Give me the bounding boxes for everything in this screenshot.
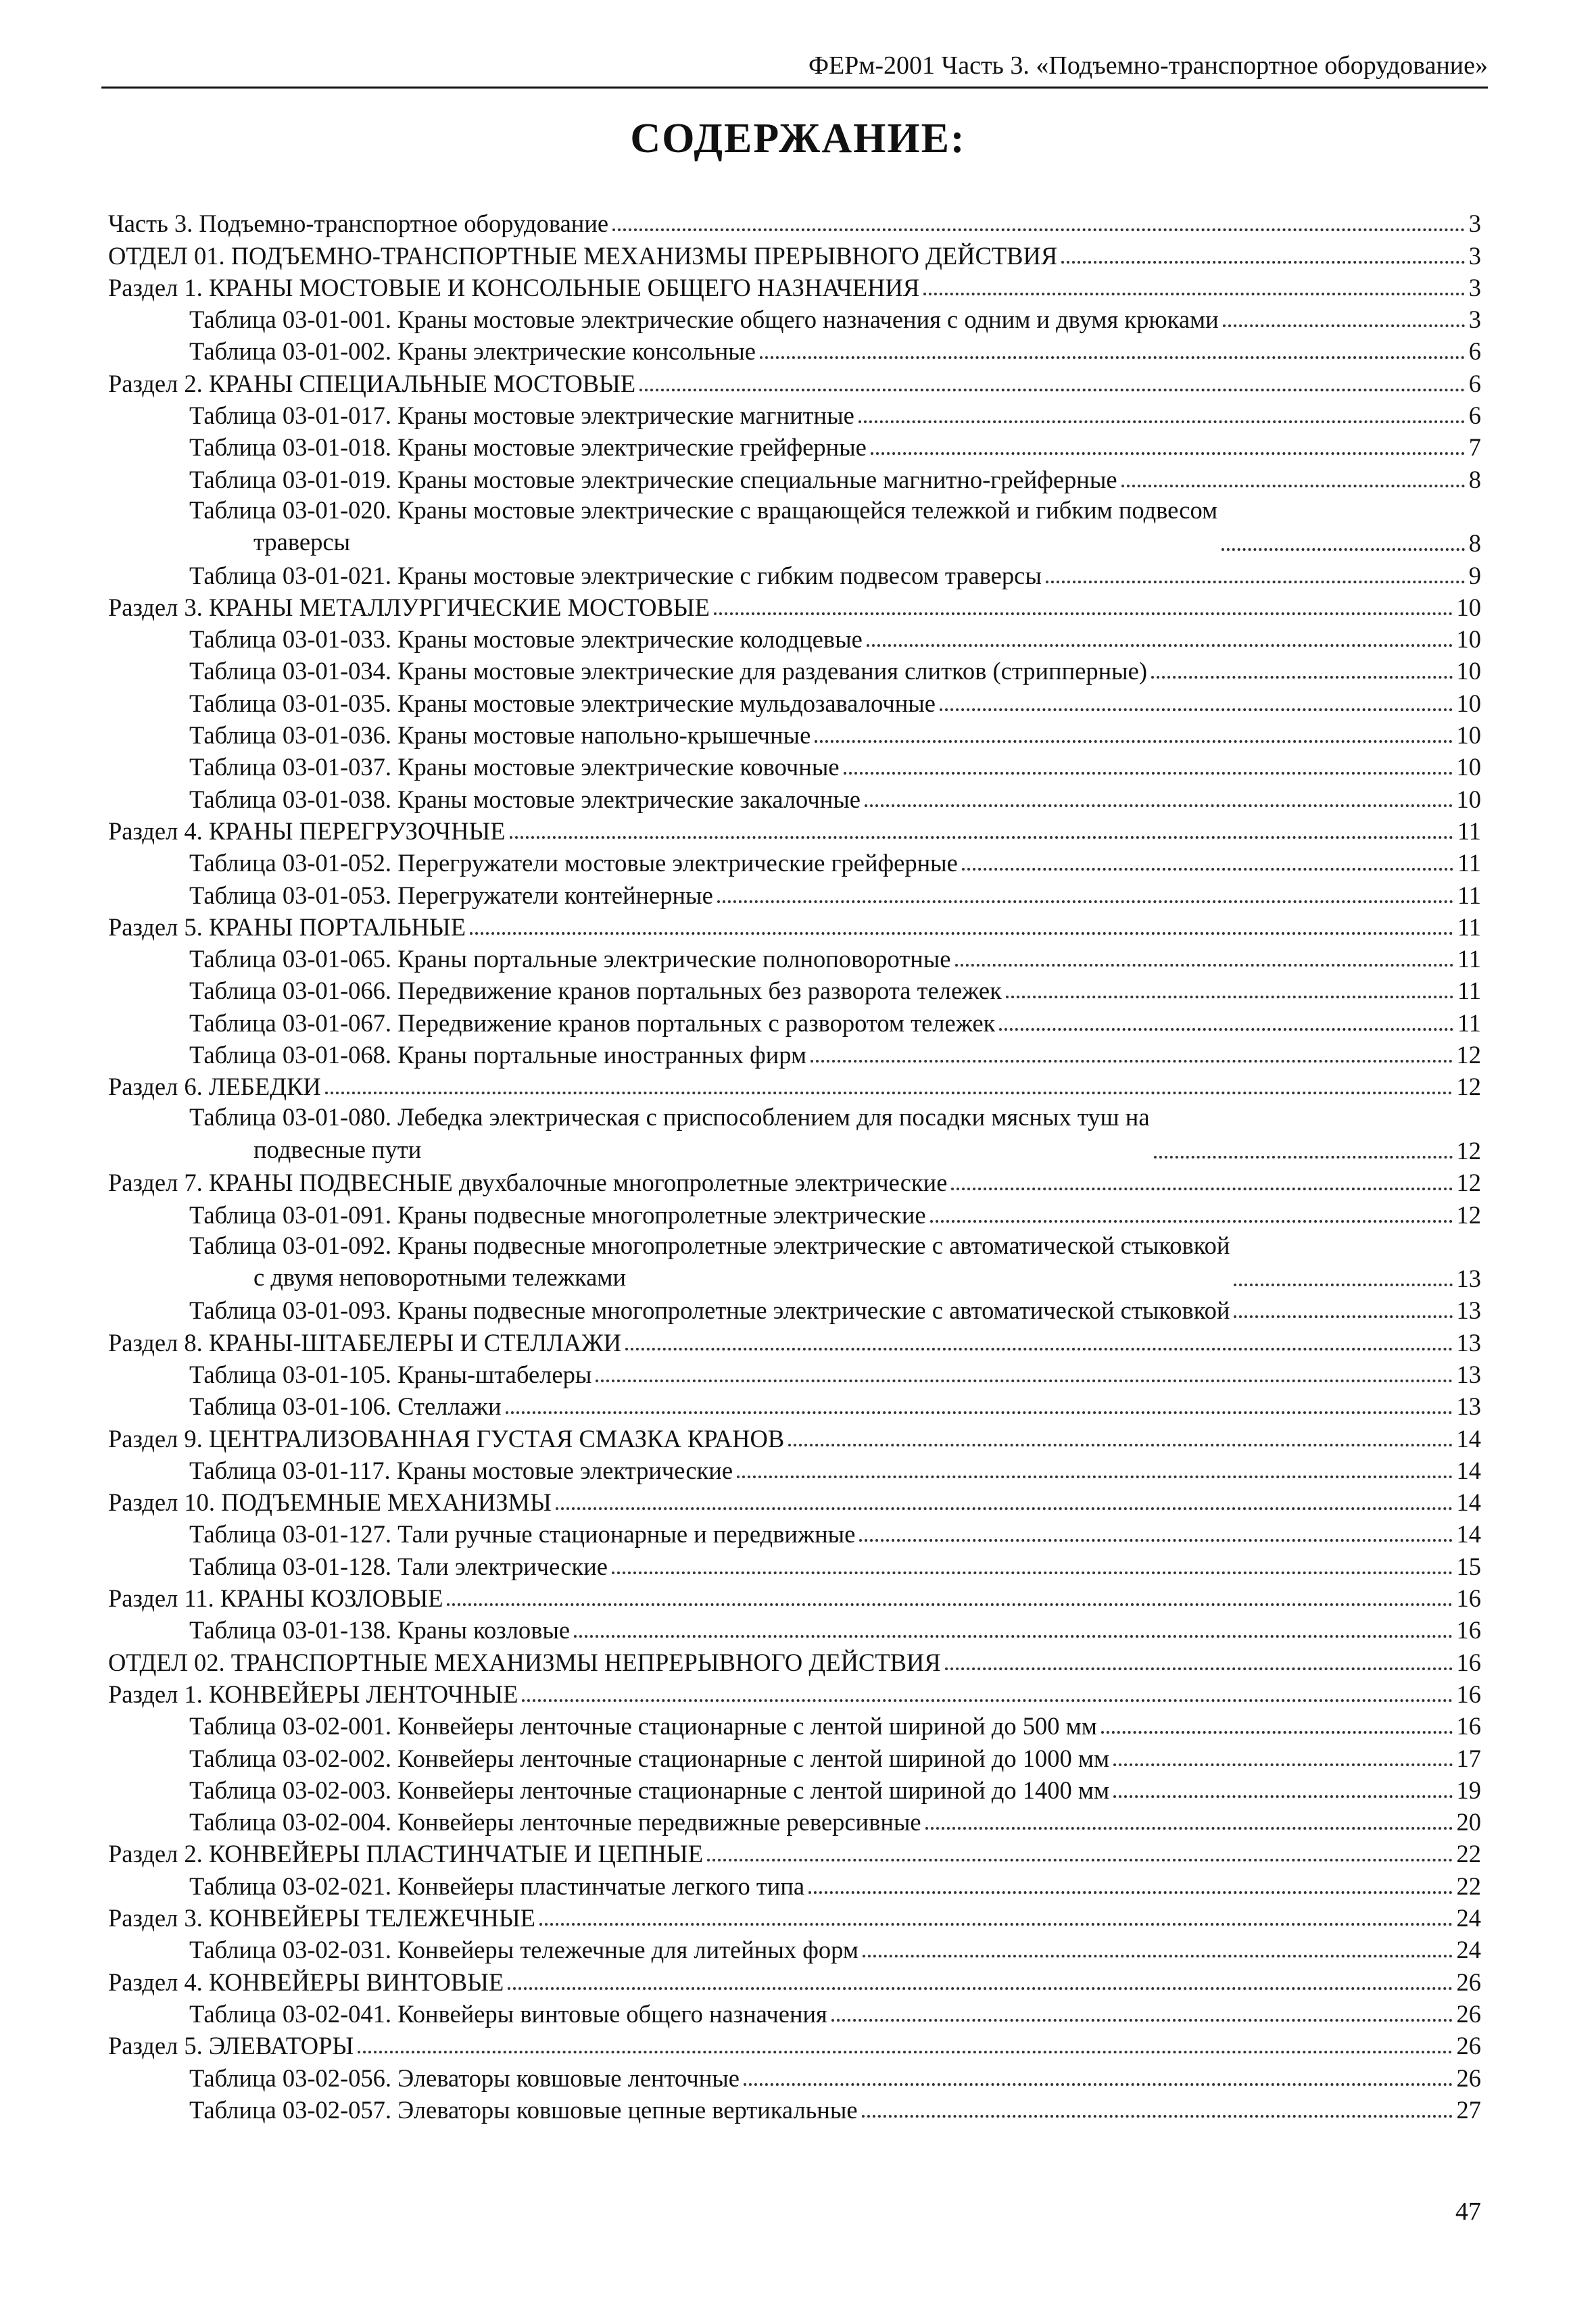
toc-entry-page: 12 <box>1456 1041 1481 1069</box>
toc-entry-table[interactable] <box>108 334 1481 366</box>
toc-entry-table[interactable] <box>108 1549 1481 1580</box>
toc-entry-page: 12 <box>1456 1200 1481 1229</box>
toc-entry-page: 6 <box>1468 337 1481 366</box>
toc-entry-page: 14 <box>1456 1520 1481 1549</box>
dot-leader <box>714 612 1453 615</box>
toc-entry-table[interactable] <box>108 622 1481 654</box>
toc-entry-table[interactable] <box>108 1932 1481 1964</box>
toc-entry-page: 13 <box>1456 1360 1481 1388</box>
toc-entry-section[interactable] <box>108 1421 1481 1453</box>
toc-entry-page: 11 <box>1457 912 1481 941</box>
dot-leader <box>1113 1795 1452 1798</box>
toc-entry-page: 10 <box>1456 593 1481 621</box>
toc-entry-label: Таблица 03-01-138. Краны козловые <box>189 1616 571 1644</box>
toc-entry-page: 6 <box>1468 401 1481 430</box>
toc-entry-page: 6 <box>1468 369 1481 397</box>
toc-entry-table[interactable] <box>108 1293 1481 1325</box>
toc-entry-page: 16 <box>1456 1584 1481 1613</box>
page-title: СОДЕРЖАНИЕ: <box>630 116 966 162</box>
dot-leader <box>859 1539 1452 1542</box>
dot-leader <box>539 1923 1453 1926</box>
dot-leader <box>811 1060 1452 1063</box>
toc-entry-label: Таблица 03-02-003. Конвейеры ленточные стационарные с лентой шириной до 1400 мм <box>189 1776 1110 1804</box>
dot-leader <box>940 708 1453 711</box>
toc-entry-section[interactable] <box>108 1677 1481 1709</box>
toc-entry-page: 11 <box>1457 817 1481 845</box>
toc-entry-label: Раздел 3. КРАНЫ МЕТАЛЛУРГИЧЕСКИЕ МОСТОВЫЕ <box>108 593 710 621</box>
dot-leader <box>1154 1156 1453 1159</box>
toc-entry-table[interactable] <box>108 877 1481 909</box>
toc-entry-label: Раздел 11. КРАНЫ КОЗЛОВЫЕ <box>108 1584 443 1613</box>
toc-entry-section[interactable] <box>108 206 1481 238</box>
toc-entry-table[interactable] <box>108 1005 1481 1037</box>
toc-entry-label: Таблица 03-01-001. Краны мостовые электрические общего назначения с одним и двумя крюками <box>189 306 1219 334</box>
toc-entry-table[interactable] <box>108 750 1481 781</box>
dot-leader <box>760 356 1465 359</box>
toc-entry-label-line1: Таблица 03-01-080. Лебедка электрическая с приспособлением для посадки мясных туш на <box>189 1103 1150 1131</box>
toc-entry-label: Таблица 03-02-002. Конвейеры ленточные стационарные с лентой шириной до 1000 мм <box>189 1744 1110 1772</box>
dot-leader <box>923 293 1465 295</box>
toc-entry-label <box>189 1101 1150 1165</box>
dot-leader <box>1234 1315 1452 1318</box>
toc-entry-page: 14 <box>1456 1456 1481 1484</box>
dot-leader <box>1061 261 1465 264</box>
toc-entry-label: Таблица 03-01-105. Краны-штабелеры <box>189 1360 592 1388</box>
toc-entry-label: Таблица 03-01-065. Краны портальные электрические полноповоротные <box>189 945 951 973</box>
dot-leader <box>707 1859 1453 1861</box>
toc-entry-label: Таблица 03-01-038. Краны мостовые электрические закалочные <box>189 785 861 813</box>
toc-entry-label: ОТДЕЛ 02. ТРАНСПОРТНЫЕ МЕХАНИЗМЫ НЕПРЕРЫВНОГО ДЕЙСТВИЯ <box>108 1648 941 1676</box>
toc-entry-table[interactable] <box>108 1197 1481 1229</box>
toc-entry-page: 22 <box>1456 1840 1481 1868</box>
toc-entry-page: 13 <box>1456 1296 1481 1325</box>
toc-entry-table[interactable] <box>108 398 1481 430</box>
toc-entry-page: 8 <box>1468 465 1481 493</box>
toc-entry-label: Раздел 5. ЭЛЕВАТОРЫ <box>108 2032 354 2060</box>
dot-leader <box>955 964 1453 967</box>
toc-entry-label: Таблица 03-01-093. Краны подвесные многопролетные электрические с автоматической стыковкой <box>189 1296 1230 1325</box>
toc-entry-section[interactable] <box>108 1964 1481 1996</box>
toc-entry-label: Таблица 03-01-018. Краны мостовые электрические грейферные <box>189 433 867 462</box>
toc-entry-page: 9 <box>1468 561 1481 589</box>
toc-entry-table[interactable] <box>108 781 1481 813</box>
toc-entry-label: Раздел 2. КРАНЫ СПЕЦИАЛЬНЫЕ МОСТОВЫЕ <box>108 369 636 397</box>
toc-entry-section[interactable] <box>108 1325 1481 1357</box>
toc-entry-table[interactable] <box>108 685 1481 717</box>
dot-leader <box>831 2019 1453 2022</box>
toc-entry-page: 13 <box>1456 1328 1481 1357</box>
toc-entry-page: 14 <box>1456 1488 1481 1517</box>
toc-entry-page: 16 <box>1456 1648 1481 1676</box>
dot-leader <box>1151 676 1453 679</box>
toc-entry-table[interactable] <box>108 462 1481 493</box>
toc-entry-label-line2: с двумя неповоротными тележками <box>253 1263 626 1291</box>
toc-entry-table[interactable] <box>108 430 1481 462</box>
running-header: ФЕРм-2001 Часть 3. «Подъемно-транспортное оборудование» <box>101 50 1488 89</box>
dot-leader <box>815 740 1452 743</box>
dot-leader <box>506 1411 1453 1414</box>
toc-entry-page: 24 <box>1456 1904 1481 1932</box>
dot-leader <box>865 804 1453 807</box>
toc-entry-label: Таблица 03-02-056. Элеваторы ковшовые ленточные <box>189 2064 740 2092</box>
toc-entry-label: Таблица 03-01-035. Краны мостовые электрические мульдозавалочные <box>189 689 936 717</box>
toc-entry-page: 16 <box>1456 1616 1481 1644</box>
dot-leader <box>951 1188 1452 1190</box>
toc-entry-table[interactable] <box>108 1740 1481 1772</box>
toc-entry-page: 26 <box>1456 2032 1481 2060</box>
toc-entry-page: 10 <box>1456 721 1481 750</box>
toc-entry-label: Таблица 03-01-033. Краны мостовые электрические колодцевые <box>189 625 863 654</box>
toc-entry-section[interactable] <box>108 814 1481 846</box>
toc-entry-page: 26 <box>1456 2064 1481 2092</box>
toc-entry-label: Раздел 2. КОНВЕЙЕРЫ ПЛАСТИНЧАТЫЕ И ЦЕПНЫЕ <box>108 1840 703 1868</box>
toc-entry-label-line2: траверсы <box>253 527 351 556</box>
toc-entry-table[interactable] <box>108 302 1481 334</box>
toc-entry-label: Таблица 03-01-036. Краны мостовые напольно-крышечные <box>189 721 811 750</box>
toc-entry-page: 8 <box>1468 529 1481 558</box>
toc-entry-table[interactable] <box>108 1613 1481 1644</box>
toc-entry-label: Таблица 03-01-066. Передвижение кранов портальных без разворота тележек <box>189 977 1002 1005</box>
dot-leader <box>788 1444 1452 1446</box>
toc-entry-table[interactable] <box>108 2093 1481 2124</box>
toc-entry-page: 19 <box>1456 1776 1481 1804</box>
toc-entry-label: Таблица 03-01-091. Краны подвесные многопролетные электрические <box>189 1200 926 1229</box>
toc-entry-page: 17 <box>1456 1744 1481 1772</box>
dot-leader <box>1222 548 1465 551</box>
toc-entry-section[interactable] <box>108 1485 1481 1517</box>
toc-entry-label: Таблица 03-01-067. Передвижение кранов портальных с разворотом тележек <box>189 1008 996 1037</box>
toc-entry-table[interactable] <box>108 1229 1481 1294</box>
toc-entry-page: 10 <box>1456 625 1481 654</box>
dot-leader <box>862 2115 1453 2118</box>
dot-leader <box>737 1476 1452 1478</box>
dot-leader <box>844 772 1453 775</box>
dot-leader <box>1101 1731 1453 1734</box>
toc-entry-section[interactable] <box>108 2028 1481 2060</box>
toc-entry-label: Таблица 03-01-037. Краны мостовые электрические ковочные <box>189 753 840 781</box>
dot-leader <box>1113 1763 1452 1766</box>
dot-leader <box>808 1891 1452 1894</box>
dot-leader <box>522 1699 1452 1702</box>
toc-entry-table[interactable] <box>108 846 1481 877</box>
toc-entry-page: 12 <box>1456 1169 1481 1197</box>
table-of-contents <box>108 206 1481 2124</box>
toc-entry-label: Таблица 03-01-053. Перегружатели контейнерные <box>189 881 713 909</box>
toc-entry-page: 26 <box>1456 1999 1481 2028</box>
toc-entry-page: 7 <box>1468 433 1481 462</box>
toc-entry-page: 16 <box>1456 1680 1481 1708</box>
dot-leader <box>612 1571 1453 1574</box>
toc-entry-label: Раздел 1. КОНВЕЙЕРЫ ЛЕНТОЧНЫЕ <box>108 1680 518 1708</box>
toc-entry-label: Таблица 03-01-017. Краны мостовые электрические магнитные <box>189 401 854 430</box>
toc-entry-page: 10 <box>1456 785 1481 813</box>
toc-entry-section[interactable] <box>108 1581 1481 1613</box>
toc-entry-page: 11 <box>1457 977 1481 1005</box>
toc-entry-table[interactable] <box>108 1805 1481 1836</box>
dot-leader <box>612 228 1465 231</box>
toc-entry-label: Таблица 03-02-021. Конвейеры пластинчатые легкого типа <box>189 1872 805 1900</box>
toc-entry-label: Раздел 4. КОНВЕЙЕРЫ ВИНТОВЫЕ <box>108 1968 504 1996</box>
dot-leader <box>1046 581 1465 583</box>
toc-entry-label-line2: подвесные пути <box>253 1135 422 1163</box>
toc-entry-page: 11 <box>1457 849 1481 877</box>
toc-entry-label: Таблица 03-01-127. Тали ручные стационарные и передвижные <box>189 1520 856 1549</box>
toc-entry-section[interactable] <box>108 270 1481 302</box>
toc-entry-label: Часть 3. Подъемно-транспортное оборудование <box>108 210 609 238</box>
toc-entry-section[interactable] <box>108 1069 1481 1101</box>
toc-entry-page: 10 <box>1456 753 1481 781</box>
dot-leader <box>1223 324 1465 327</box>
toc-entry-table[interactable] <box>108 1709 1481 1740</box>
toc-entry-page: 3 <box>1468 273 1481 301</box>
toc-entry-label: Таблица 03-01-117. Краны мостовые электрические <box>189 1456 733 1484</box>
toc-entry-table[interactable] <box>108 942 1481 973</box>
toc-entry-label: Раздел 1. КРАНЫ МОСТОВЫЕ И КОНСОЛЬНЫЕ ОБЩЕГО НАЗНАЧЕНИЯ <box>108 273 920 301</box>
dot-leader <box>945 1667 1453 1670</box>
toc-entry-page: 16 <box>1456 1712 1481 1740</box>
toc-entry-section[interactable] <box>108 1836 1481 1868</box>
toc-entry-page: 12 <box>1456 1073 1481 1101</box>
dot-leader <box>556 1507 1453 1510</box>
toc-entry-label: Таблица 03-02-004. Конвейеры ленточные передвижные реверсивные <box>189 1808 921 1836</box>
toc-entry-label: Таблица 03-02-041. Конвейеры винтовые общего назначения <box>189 1999 827 2028</box>
toc-entry-label: Таблица 03-01-019. Краны мостовые электрические специальные магнитно-грейферные <box>189 465 1117 493</box>
toc-entry-table[interactable] <box>108 2060 1481 2092</box>
toc-entry-page: 22 <box>1456 1872 1481 1900</box>
dot-leader <box>717 900 1453 903</box>
toc-entry-table[interactable] <box>108 1038 1481 1069</box>
toc-entry-table[interactable] <box>108 494 1481 558</box>
toc-entry-page: 11 <box>1457 945 1481 973</box>
dot-leader <box>871 452 1465 455</box>
toc-entry-section[interactable] <box>108 1644 1481 1676</box>
toc-entry-label: Таблица 03-01-002. Краны электрические консольные <box>189 337 756 366</box>
toc-entry-table[interactable] <box>108 558 1481 589</box>
dot-leader <box>1121 485 1465 487</box>
toc-entry-section[interactable] <box>108 1165 1481 1197</box>
toc-entry-table[interactable] <box>108 1357 1481 1389</box>
page-number: 47 <box>1455 2197 1481 2226</box>
toc-entry-label <box>189 494 1217 558</box>
dot-leader <box>625 1348 1452 1350</box>
toc-entry-section[interactable] <box>108 366 1481 397</box>
dot-leader <box>447 1603 1452 1606</box>
dot-leader <box>596 1380 1452 1382</box>
toc-entry-label: Таблица 03-01-106. Стеллажи <box>189 1392 502 1421</box>
dot-leader <box>1234 1284 1452 1286</box>
toc-entry-page: 24 <box>1456 1936 1481 1964</box>
toc-entry-page: 10 <box>1456 689 1481 717</box>
toc-entry-page: 3 <box>1468 210 1481 238</box>
toc-entry-section[interactable] <box>108 1901 1481 1932</box>
toc-entry-page: 11 <box>1457 1008 1481 1037</box>
dot-leader <box>744 2083 1453 2086</box>
toc-entry-page: 12 <box>1456 1136 1481 1165</box>
toc-entry-table[interactable] <box>108 1389 1481 1421</box>
toc-entry-page: 10 <box>1456 657 1481 685</box>
toc-entry-label: Раздел 6. ЛЕБЕДКИ <box>108 1073 321 1101</box>
toc-entry-label: Таблица 03-01-021. Краны мостовые электрические с гибким подвесом траверсы <box>189 561 1042 589</box>
toc-entry-table[interactable] <box>108 973 1481 1005</box>
toc-entry-page: 13 <box>1456 1265 1481 1293</box>
dot-leader <box>358 2051 1452 2053</box>
toc-entry-table[interactable] <box>108 718 1481 750</box>
dot-leader <box>962 868 1453 871</box>
toc-entry-label: Раздел 9. ЦЕНТРАЛИЗОВАННАЯ ГУСТАЯ СМАЗКА КРАНОВ <box>108 1424 785 1453</box>
toc-entry-label: Таблица 03-02-001. Конвейеры ленточные стационарные с лентой шириной до 500 мм <box>189 1712 1097 1740</box>
dot-leader <box>930 1220 1453 1223</box>
toc-entry-page: 14 <box>1456 1424 1481 1453</box>
toc-entry-label: Таблица 03-01-128. Тали электрические <box>189 1552 608 1580</box>
toc-entry-table[interactable] <box>108 1453 1481 1485</box>
dot-leader <box>863 1955 1453 1957</box>
toc-entry-label: Таблица 03-02-057. Элеваторы ковшовые цепные вертикальные <box>189 2095 858 2124</box>
toc-entry-table[interactable] <box>108 654 1481 685</box>
toc-entry-label-line1: Таблица 03-01-020. Краны мостовые электрические с вращающейся тележкой и гибким подвесом <box>189 495 1218 524</box>
toc-entry-table[interactable] <box>108 1868 1481 1900</box>
dot-leader <box>925 1827 1453 1830</box>
dot-leader <box>1006 996 1453 998</box>
toc-entry-label: Раздел 10. ПОДЪЕМНЫЕ МЕХАНИЗМЫ <box>108 1488 552 1517</box>
toc-entry-label-line1: Таблица 03-01-092. Краны подвесные многопролетные электрические с автоматической стыковкой <box>189 1231 1230 1259</box>
dot-leader <box>574 1635 1452 1638</box>
toc-entry-label: Раздел 5. КРАНЫ ПОРТАЛЬНЫЕ <box>108 912 466 941</box>
dot-leader <box>508 1987 1452 1990</box>
toc-entry-table[interactable] <box>108 1997 1481 2028</box>
toc-entry-page: 3 <box>1468 241 1481 270</box>
toc-entry-page: 15 <box>1456 1552 1481 1580</box>
toc-entry-label: ОТДЕЛ 01. ПОДЪЕМНО-ТРАНСПОРТНЫЕ МЕХАНИЗМЫ ПРЕРЫВНОГО ДЕЙСТВИЯ <box>108 241 1058 270</box>
dot-leader <box>325 1092 1453 1094</box>
toc-entry-page: 11 <box>1457 881 1481 909</box>
dot-leader <box>510 836 1453 839</box>
toc-entry-table[interactable] <box>108 1517 1481 1549</box>
toc-entry-label: Раздел 3. КОНВЕЙЕРЫ ТЕЛЕЖЕЧНЫЕ <box>108 1904 535 1932</box>
toc-entry-label <box>189 1229 1230 1294</box>
toc-entry-section[interactable] <box>108 910 1481 942</box>
toc-entry-label: Раздел 4. КРАНЫ ПЕРЕГРУЗОЧНЫЕ <box>108 817 506 845</box>
toc-entry-page: 27 <box>1456 2095 1481 2124</box>
toc-entry-page: 3 <box>1468 306 1481 334</box>
dot-leader <box>867 644 1453 647</box>
toc-entry-table[interactable] <box>108 1773 1481 1805</box>
dot-leader <box>470 932 1453 935</box>
dot-leader <box>639 389 1465 391</box>
dot-leader <box>999 1028 1453 1031</box>
toc-entry-label: Таблица 03-01-052. Перегружатели мостовые электрические грейферные <box>189 849 958 877</box>
toc-entry-label: Раздел 7. КРАНЫ ПОДВЕСНЫЕ двухбалочные многопролетные электрические <box>108 1169 948 1197</box>
toc-entry-section[interactable] <box>108 590 1481 622</box>
toc-entry-label: Таблица 03-01-068. Краны портальные иностранных фирм <box>189 1041 807 1069</box>
toc-entry-label: Таблица 03-01-034. Краны мостовые электрические для раздевания слитков (стрипперные) <box>189 657 1147 685</box>
toc-entry-table[interactable] <box>108 1101 1481 1165</box>
toc-entry-page: 13 <box>1456 1392 1481 1421</box>
toc-entry-section[interactable] <box>108 238 1481 270</box>
toc-entry-label: Раздел 8. КРАНЫ-ШТАБЕЛЕРЫ И СТЕЛЛАЖИ <box>108 1328 622 1357</box>
dot-leader <box>859 420 1465 423</box>
toc-entry-page: 26 <box>1456 1968 1481 1996</box>
toc-entry-label: Таблица 03-02-031. Конвейеры тележечные для литейных форм <box>189 1936 859 1964</box>
toc-entry-page: 20 <box>1456 1808 1481 1836</box>
